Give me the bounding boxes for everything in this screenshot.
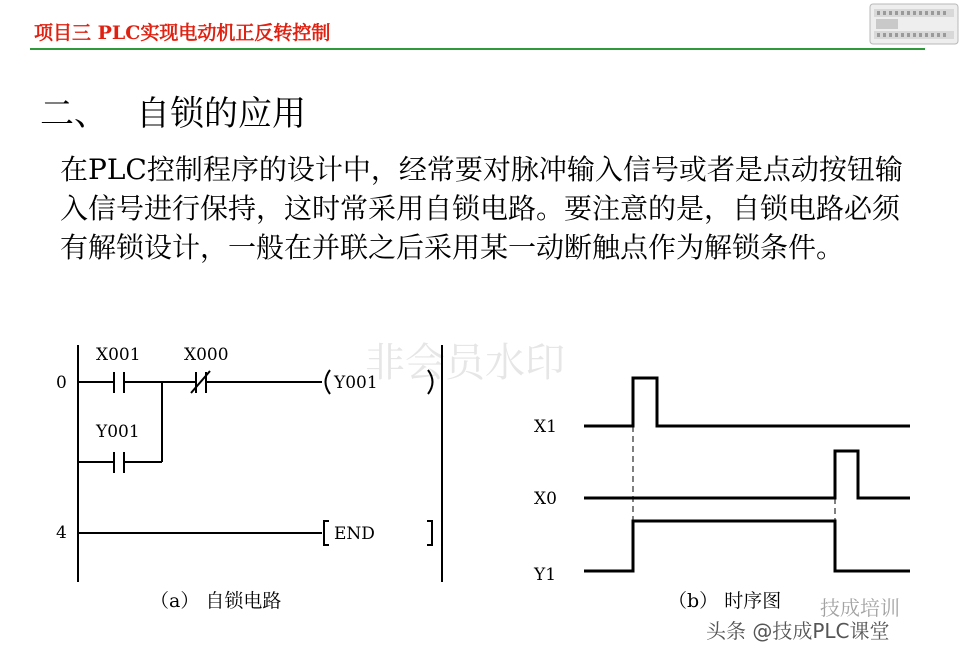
section-heading: [40, 86, 306, 135]
end-bracket-right: [427, 521, 432, 545]
timing-caption: （b） 时序图: [668, 590, 782, 612]
timing-label-y1: Y1: [534, 565, 557, 585]
diagram-area: [0, 320, 960, 657]
timing-label-x1: X1: [534, 417, 557, 437]
section-number: 二、: [40, 94, 108, 134]
ladder-caption: （a） 自锁电路: [150, 590, 282, 612]
header-title: 项目三 PLC实现电动机正反转控制: [34, 22, 331, 44]
timing-guides: [633, 426, 835, 521]
y1-waveform: [584, 521, 910, 571]
plc-device-image: [866, 0, 960, 48]
contact-x000-label: X000: [184, 345, 229, 365]
watermark-corner-top: 技成培训: [820, 596, 900, 620]
timing-diagram: [584, 378, 910, 571]
rung1-step-number: 0: [56, 373, 67, 393]
x1-waveform: [584, 378, 910, 426]
coil-y001-label: Y001: [334, 373, 378, 393]
body-paragraph: 在PLC控制程序的设计中，经常要对脉冲输入信号或者是点动按钮输入信号进行保持，这时常采用自锁电路。要注意的是，自锁电路必须有解锁设计，一般在并联之后采用某一动断触点作为解锁条件。: [60, 153, 903, 264]
header-rule: [30, 48, 925, 50]
contact-x001-label: X001: [96, 345, 141, 365]
rung2-step-number: 4: [56, 523, 67, 543]
end-label: END: [334, 524, 375, 544]
timing-label-x0: X0: [534, 489, 557, 509]
contact-y001-label: Y001: [96, 422, 140, 442]
watermark-corner-bottom: 头条 @技成PLC课堂: [706, 619, 890, 643]
watermark-center: 非会员水印: [365, 340, 565, 386]
end-bracket-left: [324, 521, 329, 545]
section-title: 自锁的应用: [136, 94, 306, 134]
coil-y001-left: [326, 370, 331, 394]
